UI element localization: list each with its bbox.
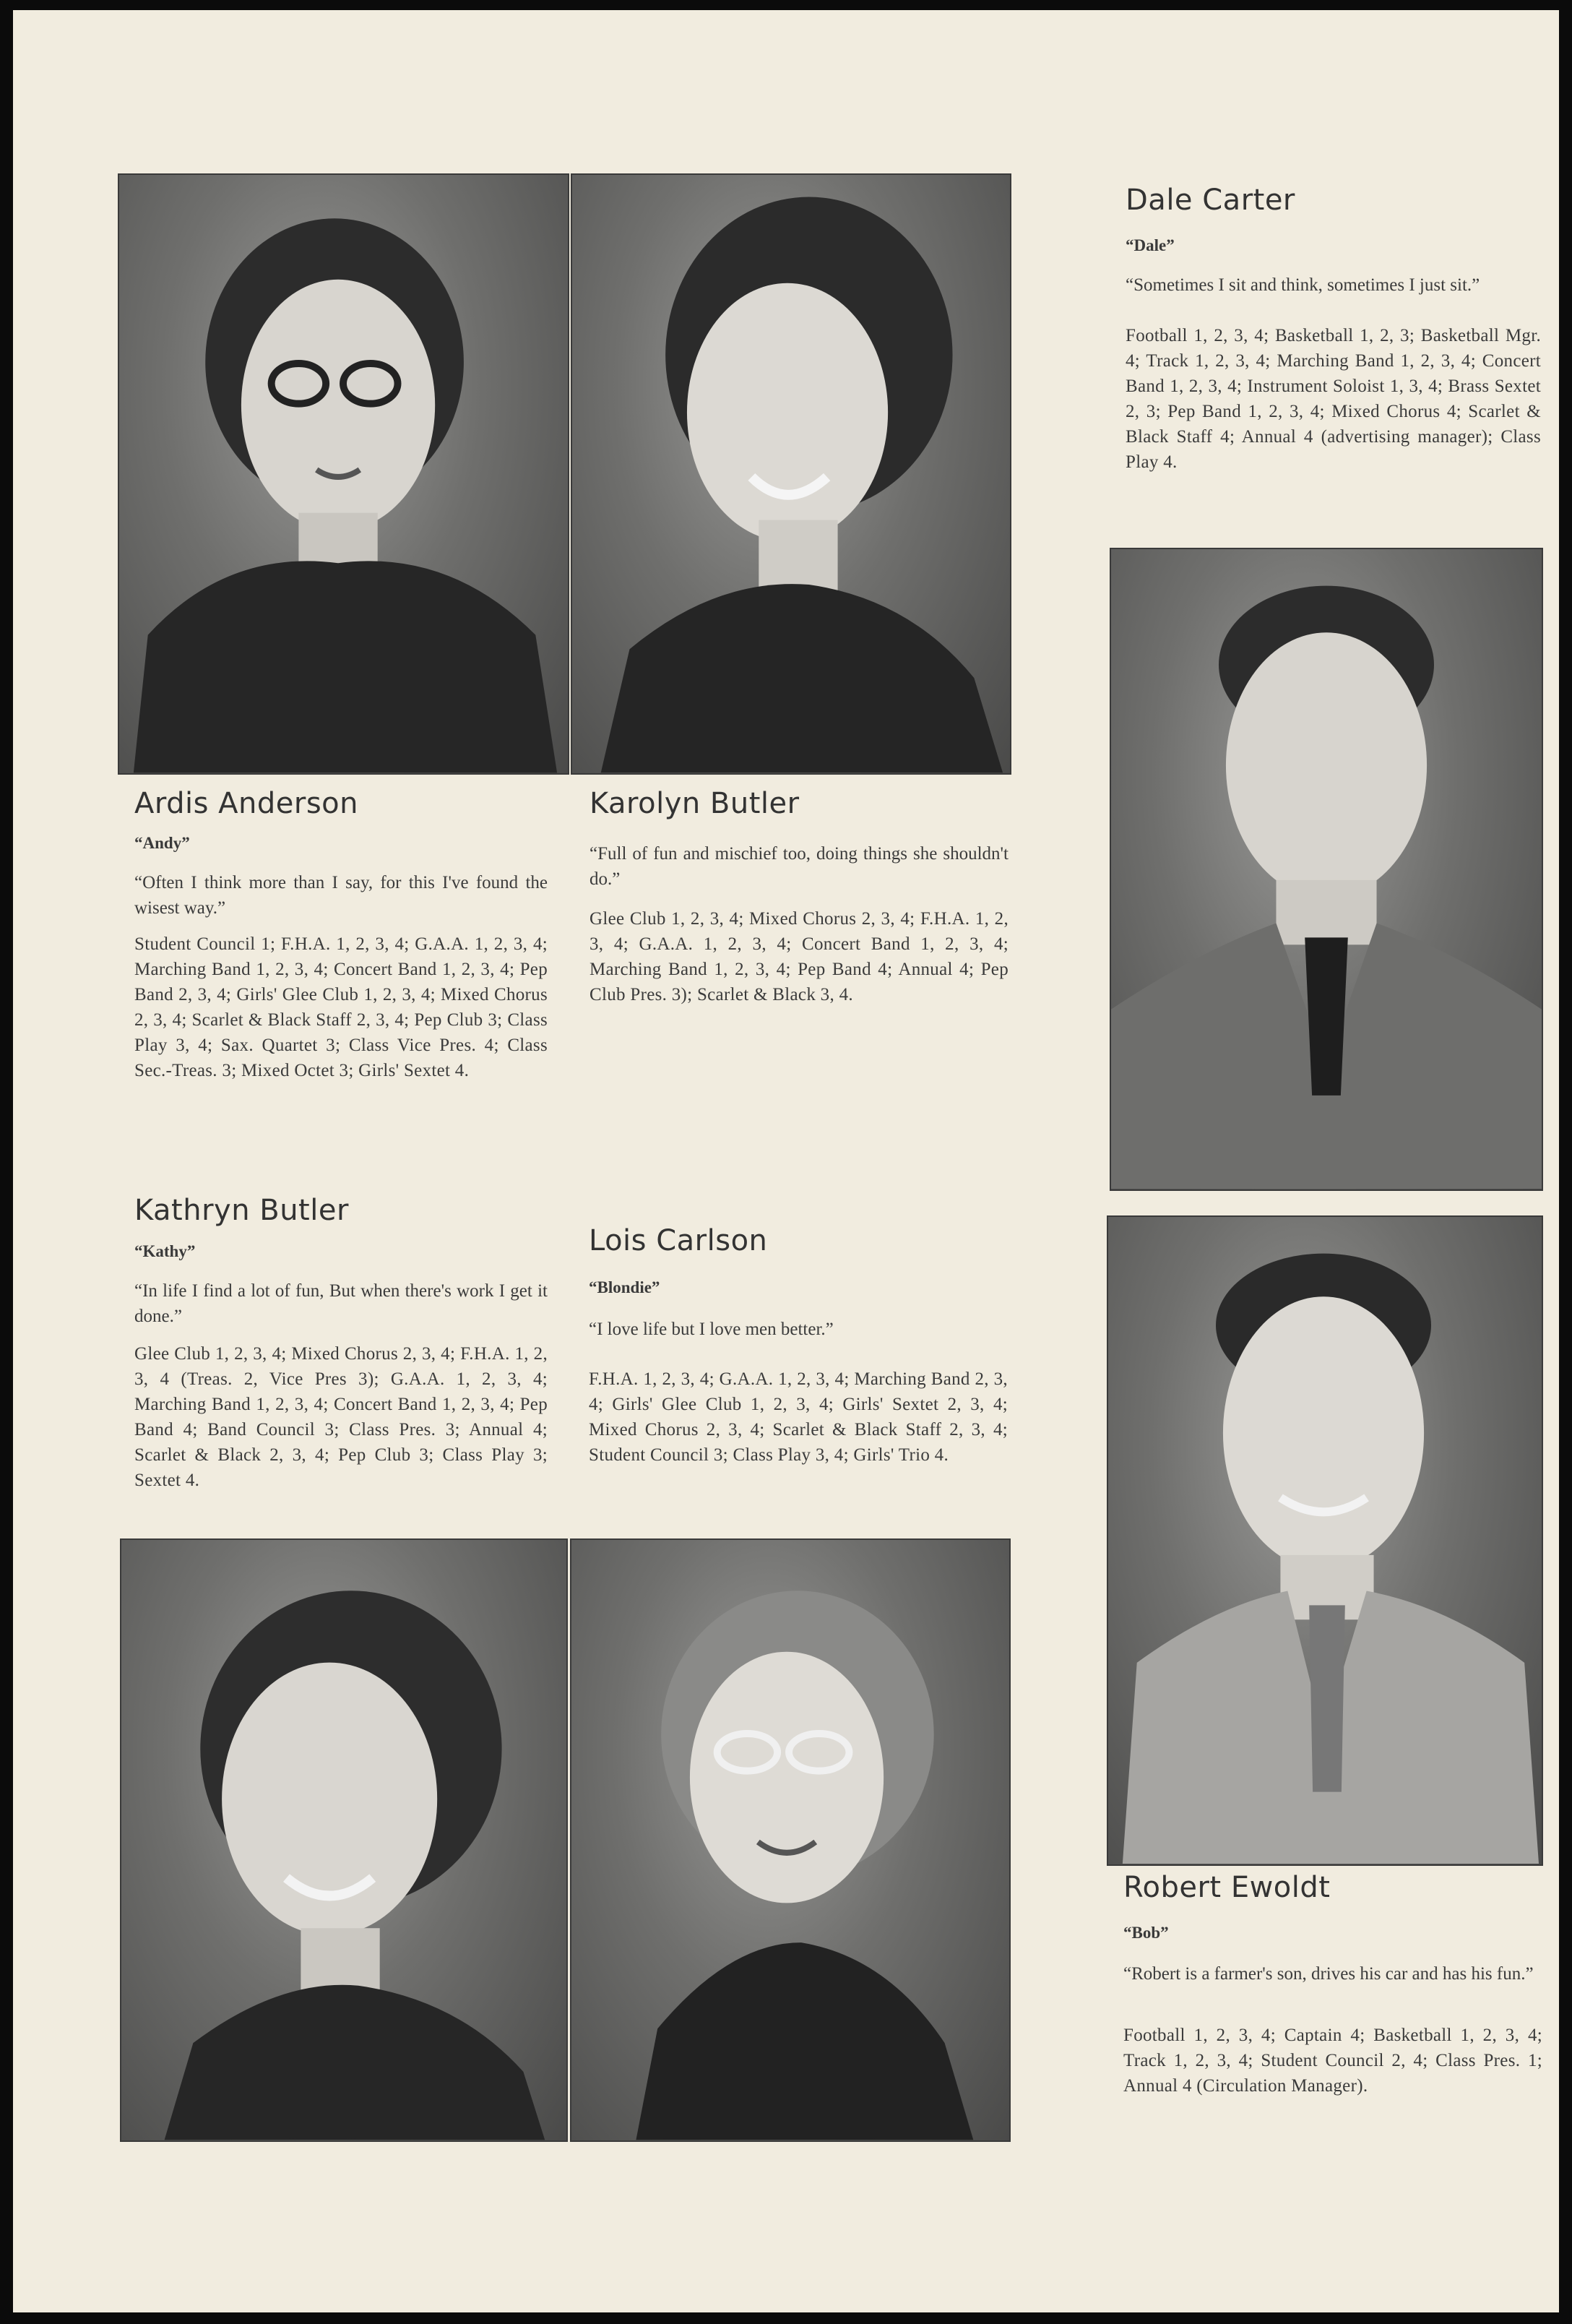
student-activities: F.H.A. 1, 2, 3, 4; G.A.A. 1, 2, 3, 4; Marching Band 2, 3, 4; Girls' Glee Club 1, 2, 3, 4; Girls' Sextet 2, 3, 4; Mixed Chorus 2, 3, 4; Scarlet & Black Staff 2, 3, 4; Student Council 3; Class Play 3, 4; Girls' Trio 4. xyxy=(589,1369,1008,1465)
portrait-photo-ardis-anderson xyxy=(118,173,569,775)
yearbook-page xyxy=(13,10,1559,2312)
student-quote: “Full of fun and mischief too, doing things she shouldn't do.” xyxy=(590,844,1009,889)
student-name: Robert Ewoldt xyxy=(1123,1871,1331,1904)
portrait-photo-robert-ewoldt xyxy=(1107,1215,1543,1866)
student-name: Karolyn Butler xyxy=(590,787,800,820)
student-name: Lois Carlson xyxy=(589,1224,768,1257)
portrait-photo-dale-carter xyxy=(1110,548,1543,1191)
student-name: Kathryn Butler xyxy=(134,1194,349,1227)
student-activities: Glee Club 1, 2, 3, 4; Mixed Chorus 2, 3, 4; F.H.A. 1, 2, 3, 4 (Treas. 2, Vice Pres 3); G.A.A. 1, 2, 3, 4; Marching Band 1, 2, 3, 4; Concert Band 1, 2, 3, 4; Pep Band 4; Band Council 3; Class Pres. 3; Annual 4; Scarlet & Black 2, 3, 4; Pep Club 3; Class Play 3; Sextet 4. xyxy=(134,1344,548,1490)
portrait-photo-karolyn-butler xyxy=(571,173,1011,775)
portrait-photo-kathryn-butler xyxy=(120,1538,568,2142)
student-activities: Football 1, 2, 3, 4; Captain 4; Basketball 1, 2, 3, 4; Track 1, 2, 3, 4; Student Council 2, 4; Class Pres. 1; Annual 4 (Circulation Manager). xyxy=(1123,2026,1542,2096)
student-quote: “In life I find a lot of fun, But when there's work I get it done.” xyxy=(134,1281,548,1326)
student-quote: “Robert is a farmer's son, drives his car and has his fun.” xyxy=(1123,1964,1534,1984)
student-quote: “I love life but I love men better.” xyxy=(589,1320,834,1339)
student-nickname: “Bob” xyxy=(1123,1924,1169,1942)
student-quote: “Sometimes I sit and think, sometimes I just sit.” xyxy=(1126,275,1480,295)
student-name: Dale Carter xyxy=(1126,184,1295,217)
boy-portrait-icon xyxy=(1111,549,1542,1189)
student-nickname: “Dale” xyxy=(1126,236,1175,254)
student-nickname: “Kathy” xyxy=(134,1242,196,1260)
girl-portrait-icon xyxy=(571,1540,1009,2140)
girl-portrait-icon xyxy=(121,1540,566,2140)
student-nickname: “Blondie” xyxy=(589,1278,660,1296)
girl-portrait-icon xyxy=(119,175,568,773)
student-activities: Football 1, 2, 3, 4; Basketball 1, 2, 3; Basketball Mgr. 4; Track 1, 2, 3, 4; Marching Band 1, 2, 3, 4; Concert Band 1, 2, 3, 4; Instrument Soloist 1, 3, 4; Brass Sextet 2, 3; Pep Band 1, 2, 3, 4; Mixed Chorus 4; Scarlet & Black Staff 4; Annual 4 (advertising manager); Class Play 4. xyxy=(1126,326,1541,472)
portrait-photo-lois-carlson xyxy=(570,1538,1011,2142)
student-nickname: “Andy” xyxy=(134,834,190,852)
student-quote: “Often I think more than I say, for this I've found the wisest way.” xyxy=(134,873,548,918)
student-activities: Student Council 1; F.H.A. 1, 2, 3, 4; G.A.A. 1, 2, 3, 4; Marching Band 1, 2, 3, 4; Concert Band 1, 2, 3, 4; Pep Band 2, 3, 4; Girls' Glee Club 1, 2, 3, 4; Mixed Chorus 2, 3, 4; Scarlet & Black Staff 2, 3, 4; Pep Club 3; Class Play 3, 4; Sax. Quartet 3; Class Vice Pres. 4; Class Sec.-Treas. 3; Mixed Octet 3; Girls' Sextet 4. xyxy=(134,934,548,1080)
girl-portrait-icon xyxy=(572,175,1010,773)
student-activities: Glee Club 1, 2, 3, 4; Mixed Chorus 2, 3, 4; F.H.A. 1, 2, 3, 4; G.A.A. 1, 2, 3, 4; Concert Band 1, 2, 3, 4; Marching Band 1, 2, 3, 4; Pep Band 4; Annual 4; Pep Club Pres. 3); Scarlet & Black 3, 4. xyxy=(590,909,1009,1004)
student-name: Ardis Anderson xyxy=(134,787,358,820)
boy-portrait-icon xyxy=(1108,1217,1542,1864)
